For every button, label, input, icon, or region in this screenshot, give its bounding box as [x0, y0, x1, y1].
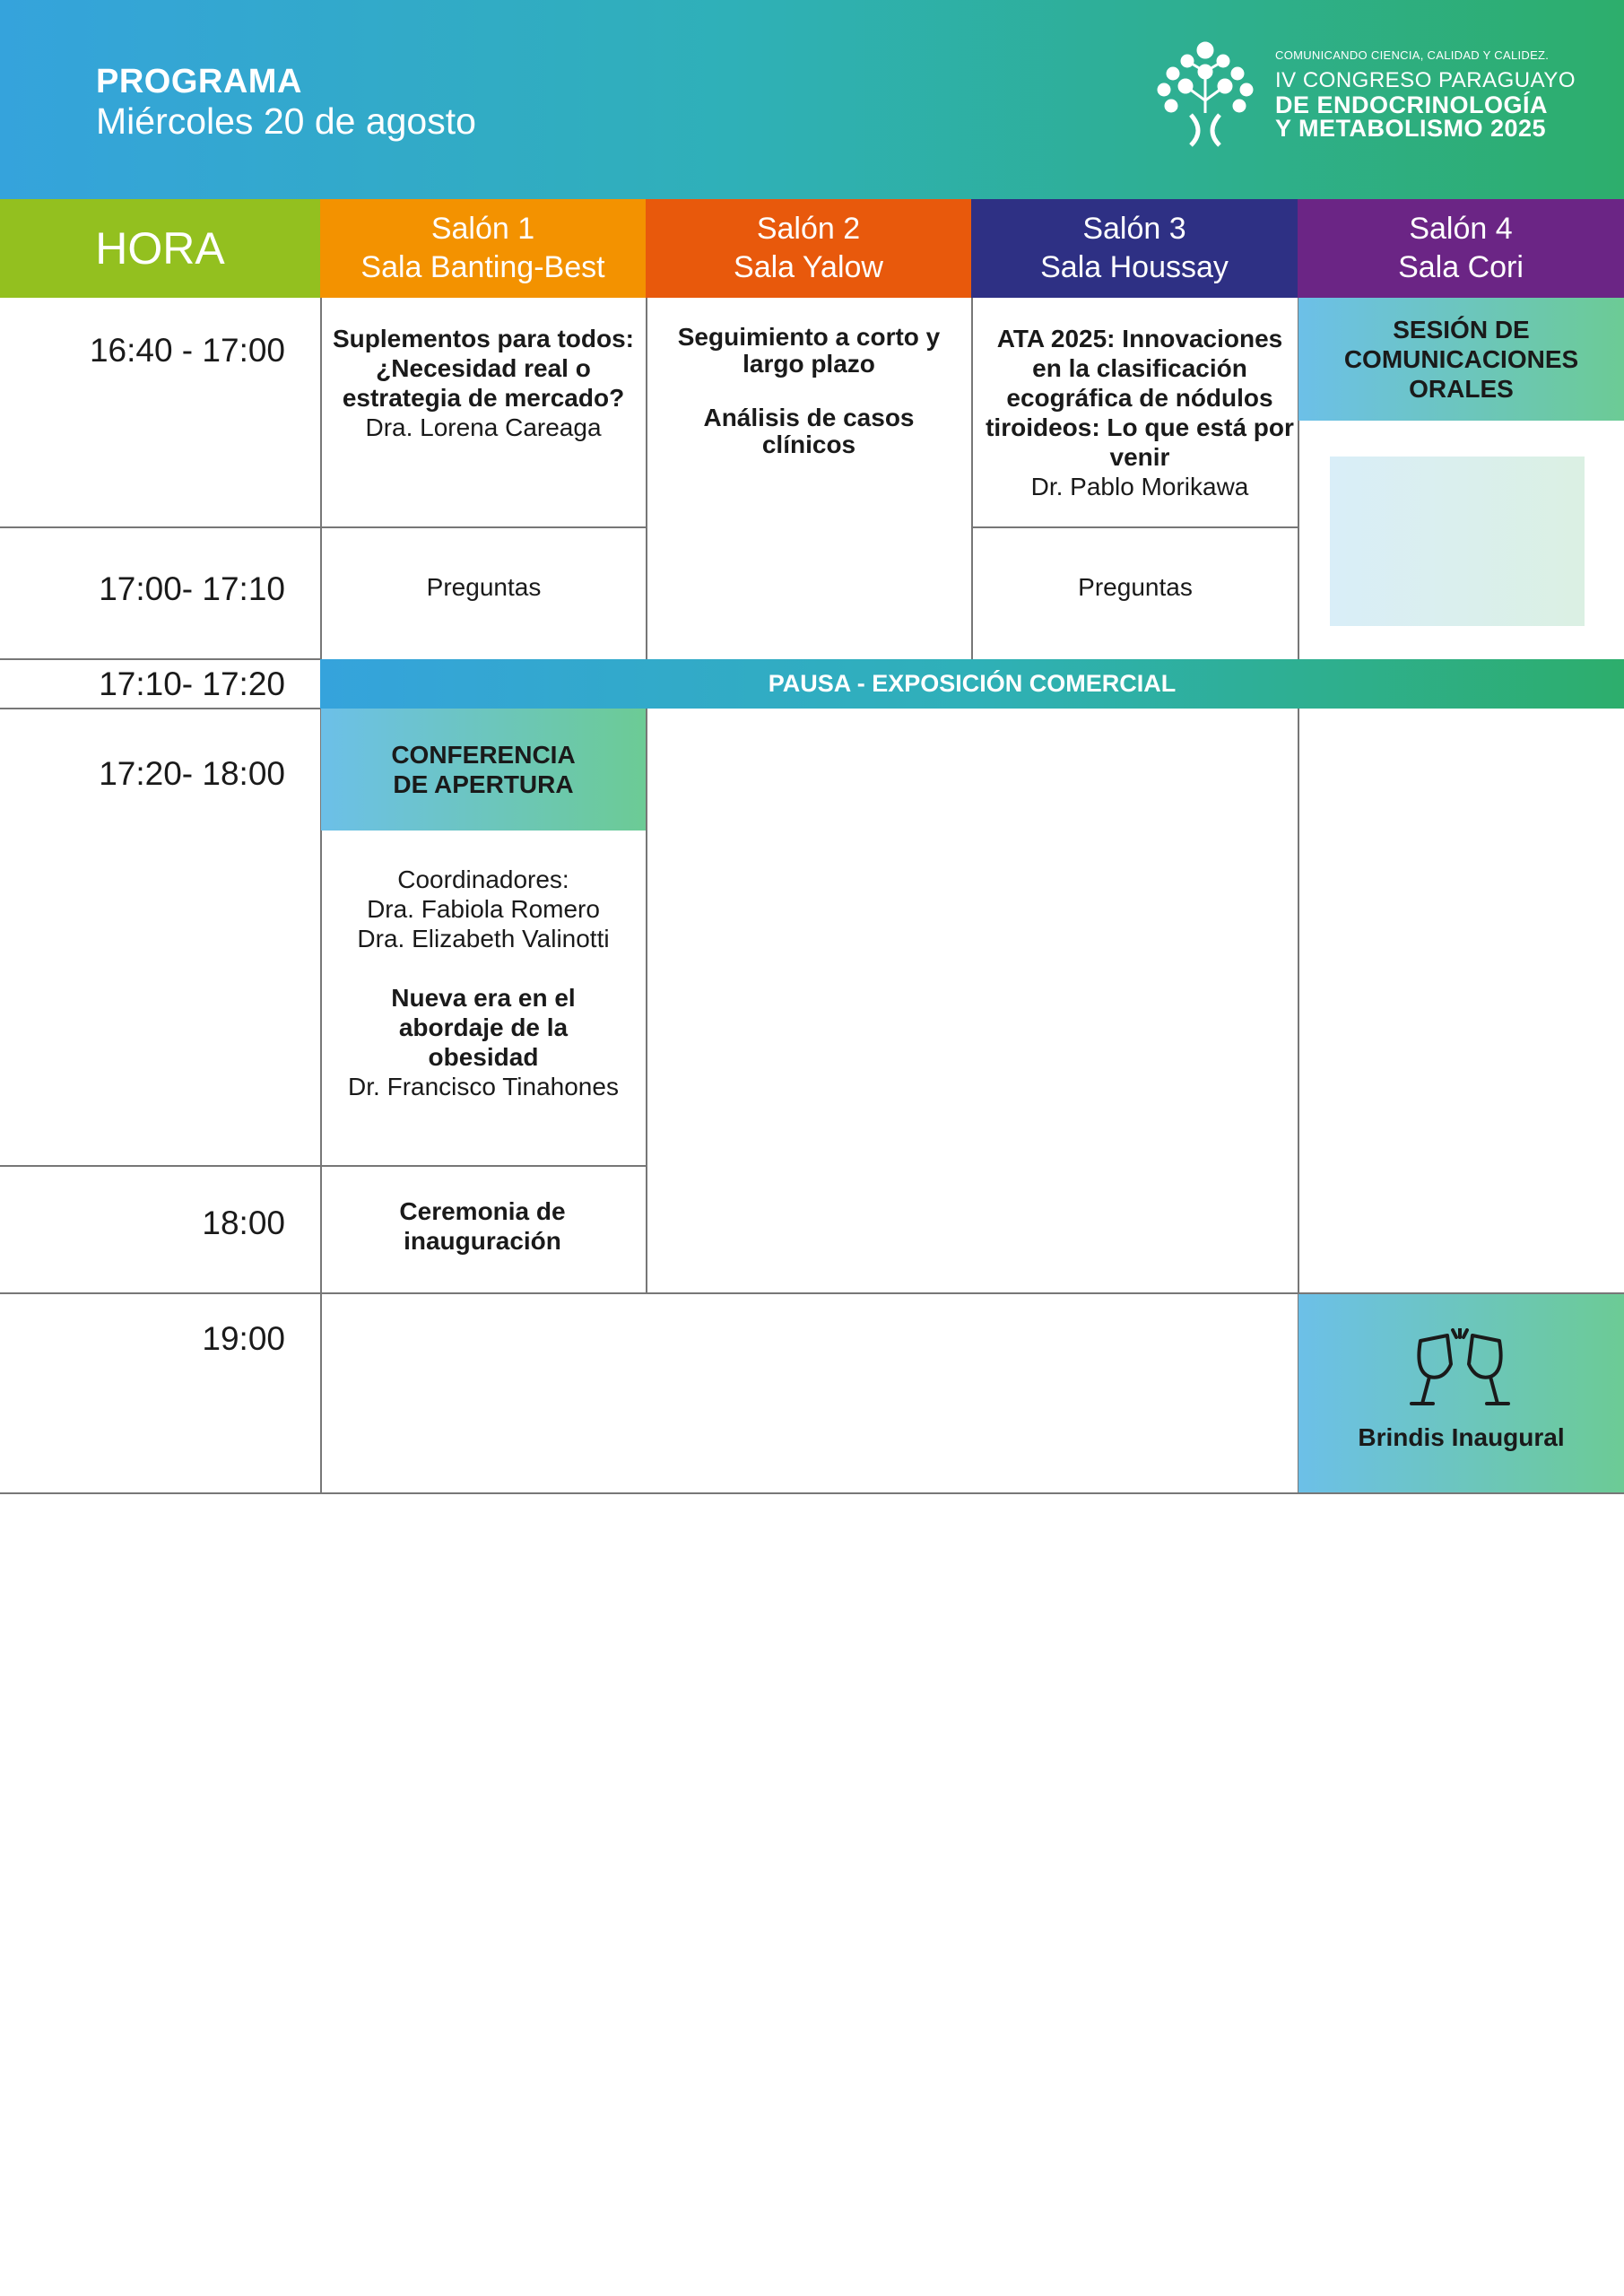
session-salon-2 — [656, 324, 961, 458]
ceremonia-label: Ceremonia de inauguración — [399, 1197, 566, 1255]
preguntas-salon-3: Preguntas — [1078, 573, 1193, 601]
session-salon-2-subtitle: Análisis de casos clínicos — [703, 404, 915, 458]
coordinators-label: Coordinadores: — [397, 865, 569, 893]
salon-3-number: Salón 3 — [1082, 212, 1186, 246]
session-salon-1-title: Suplementos para todos: ¿Necesidad real o estrategia de mercado? — [332, 325, 635, 412]
column-header-salon-1 — [320, 199, 646, 298]
conferencia-speaker: Dr. Francisco Tinahones — [348, 1073, 619, 1100]
grid-line-v2a — [646, 298, 647, 659]
column-header-salon-3 — [971, 199, 1298, 298]
molecule-tree-icon — [1155, 41, 1255, 147]
ceremonia-cell — [359, 1196, 606, 1256]
column-header-salon-2 — [646, 199, 971, 298]
conferencia-title: CONFERENCIA DE APERTURA — [391, 741, 576, 798]
session-salon-1 — [330, 324, 637, 442]
brindis-cell — [1298, 1422, 1624, 1452]
preguntas-salon-1: Preguntas — [426, 573, 542, 601]
time-slot-4: 17:20- 18:00 — [99, 755, 285, 792]
coordinator-1: Dra. Fabiola Romero — [367, 895, 600, 923]
salon-4-name: Sala Cori — [1398, 250, 1524, 284]
logo-line-1: IV CONGRESO PARAGUAYO — [1275, 68, 1576, 92]
champagne-toast-icon — [1404, 1328, 1515, 1414]
conferencia-details — [330, 865, 637, 1101]
session-salon-4-title: SESIÓN DE COMUNICACIONES ORALES — [1343, 316, 1579, 403]
salon-2-name: Sala Yalow — [734, 250, 883, 284]
column-header-hora-label: HORA — [95, 222, 225, 274]
session-salon-2-title: Seguimiento a corto y largo plazo — [677, 323, 941, 378]
grid-line-h3 — [0, 708, 320, 709]
grid-line-h4 — [0, 1165, 646, 1167]
column-header-salon-4 — [1298, 199, 1624, 298]
salon-1-number: Salón 1 — [430, 212, 535, 246]
logo-tagline: COMUNICANDO CIENCIA, CALIDAD Y CALIDEZ. — [1275, 48, 1550, 62]
grid-line-v2b — [646, 709, 647, 1293]
grid-line-h6 — [0, 1492, 1624, 1494]
column-header-hora — [0, 199, 320, 298]
session-salon-4-placeholder — [1330, 457, 1585, 626]
program-date: Miércoles 20 de agosto — [96, 100, 476, 142]
brindis-label: Brindis Inaugural — [1358, 1423, 1565, 1451]
session-salon-3-title: ATA 2025: Innovaciones en la clasificación ecográfica de nódulos tiroideos: Lo que está por venir — [986, 325, 1294, 471]
grid-line-h1b — [971, 526, 1298, 528]
logo-line-2: DE ENDOCRINOLOGÍA — [1275, 91, 1549, 118]
salon-4-number: Salón 4 — [1409, 212, 1513, 246]
pausa-label: PAUSA - EXPOSICIÓN COMERCIAL — [768, 670, 1177, 697]
time-slot-6: 19:00 — [202, 1320, 285, 1357]
grid-line-h1a — [0, 526, 646, 528]
time-slot-5: 18:00 — [202, 1205, 285, 1241]
salon-2-number: Salón 2 — [756, 212, 861, 246]
salon-1-name: Sala Banting-Best — [360, 250, 605, 284]
time-slot-3: 17:10- 17:20 — [99, 665, 285, 702]
session-salon-1-speaker: Dra. Lorena Careaga — [365, 413, 602, 441]
time-slot-2: 17:00- 17:10 — [99, 570, 285, 607]
session-salon-4-box — [1298, 298, 1624, 421]
time-slot-1: 16:40 - 17:00 — [89, 332, 285, 369]
grid-line-v1 — [320, 298, 322, 1494]
program-title: PROGRAMA — [96, 63, 302, 100]
pausa-banner — [320, 659, 1624, 709]
conferencia-box — [321, 709, 646, 831]
coordinator-2: Dra. Elizabeth Valinotti — [357, 925, 610, 952]
logo-line-3: Y METABOLISMO 2025 — [1275, 115, 1547, 142]
session-salon-3 — [982, 324, 1298, 501]
salon-3-name: Sala Houssay — [1040, 250, 1229, 284]
session-salon-3-speaker: Dr. Pablo Morikawa — [1030, 473, 1249, 500]
conferencia-talk-title: Nueva era en el abordaje de la obesidad — [391, 984, 576, 1071]
grid-line-v3 — [971, 298, 973, 659]
grid-line-h2 — [0, 658, 320, 660]
